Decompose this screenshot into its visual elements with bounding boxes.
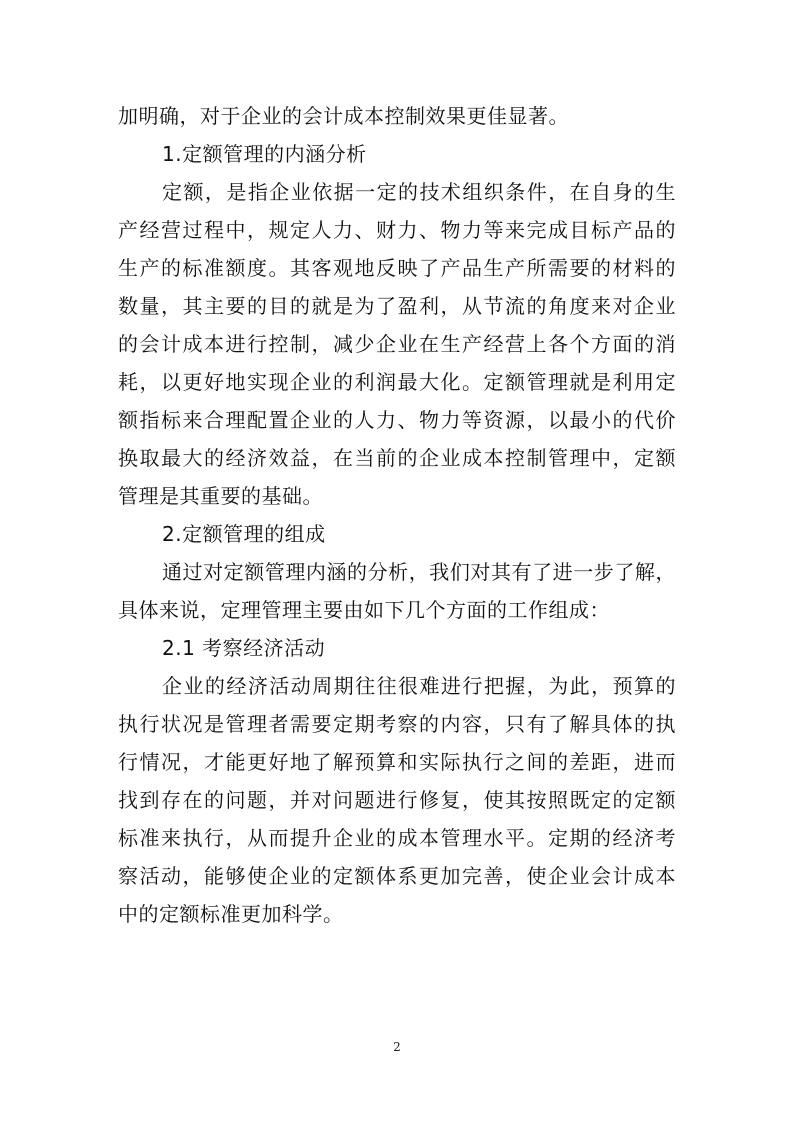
paragraph-line: 额指标来合理配置企业的人力、物力等资源，以最小的代价 bbox=[118, 408, 676, 432]
paragraph-line: 换取最大的经济效益，在当前的企业成本控制管理中，定额 bbox=[118, 446, 676, 470]
page-number: 2 bbox=[393, 1040, 401, 1054]
paragraph-line: 企业的经济活动周期往往很难进行把握，为此，预算的 bbox=[162, 674, 676, 698]
paragraph-line: 数量，其主要的目的就是为了盈利，从节流的角度来对企业 bbox=[118, 294, 676, 318]
paragraph-line: 执行状况是管理者需要定期考察的内容，只有了解具体的执 bbox=[118, 712, 676, 736]
section-heading-2-1: 2.1 考察经济活动 bbox=[162, 636, 326, 660]
paragraph-line: 管理是其重要的基础。 bbox=[118, 484, 323, 508]
paragraph-line: 定额，是指企业依据一定的技术组织条件，在自身的生 bbox=[162, 180, 676, 204]
section-heading-1: 1.定额管理的内涵分析 bbox=[162, 142, 367, 166]
paragraph-line: 察活动，能够使企业的定额体系更加完善，使企业会计成本 bbox=[118, 864, 676, 888]
document-body bbox=[118, 97, 676, 933]
paragraph-line: 通过对定额管理内涵的分析，我们对其有了进一步了解， bbox=[162, 560, 676, 584]
paragraph-line: 产经营过程中，规定人力、财力、物力等来完成目标产品的 bbox=[118, 218, 676, 242]
section-heading-2: 2.定额管理的组成 bbox=[162, 522, 326, 546]
paragraph-line: 找到存在的问题，并对问题进行修复，使其按照既定的定额 bbox=[118, 788, 676, 812]
paragraph-line: 标准来执行，从而提升企业的成本管理水平。定期的经济考 bbox=[118, 826, 676, 850]
paragraph-line: 中的定额标准更加科学。 bbox=[118, 902, 344, 926]
paragraph-line: 耗，以更好地实现企业的利润最大化。定额管理就是利用定 bbox=[118, 370, 676, 394]
paragraph-line: 的会计成本进行控制，减少企业在生产经营上各个方面的消 bbox=[118, 332, 676, 356]
paragraph-line: 具体来说，定理管理主要由如下几个方面的工作组成： bbox=[118, 598, 610, 622]
paragraph-line: 加明确，对于企业的会计成本控制效果更佳显著。 bbox=[118, 104, 569, 128]
paragraph-line: 生产的标准额度。其客观地反映了产品生产所需要的材料的 bbox=[118, 256, 676, 280]
paragraph-line: 行情况，才能更好地了解预算和实际执行之间的差距，进而 bbox=[118, 750, 676, 774]
